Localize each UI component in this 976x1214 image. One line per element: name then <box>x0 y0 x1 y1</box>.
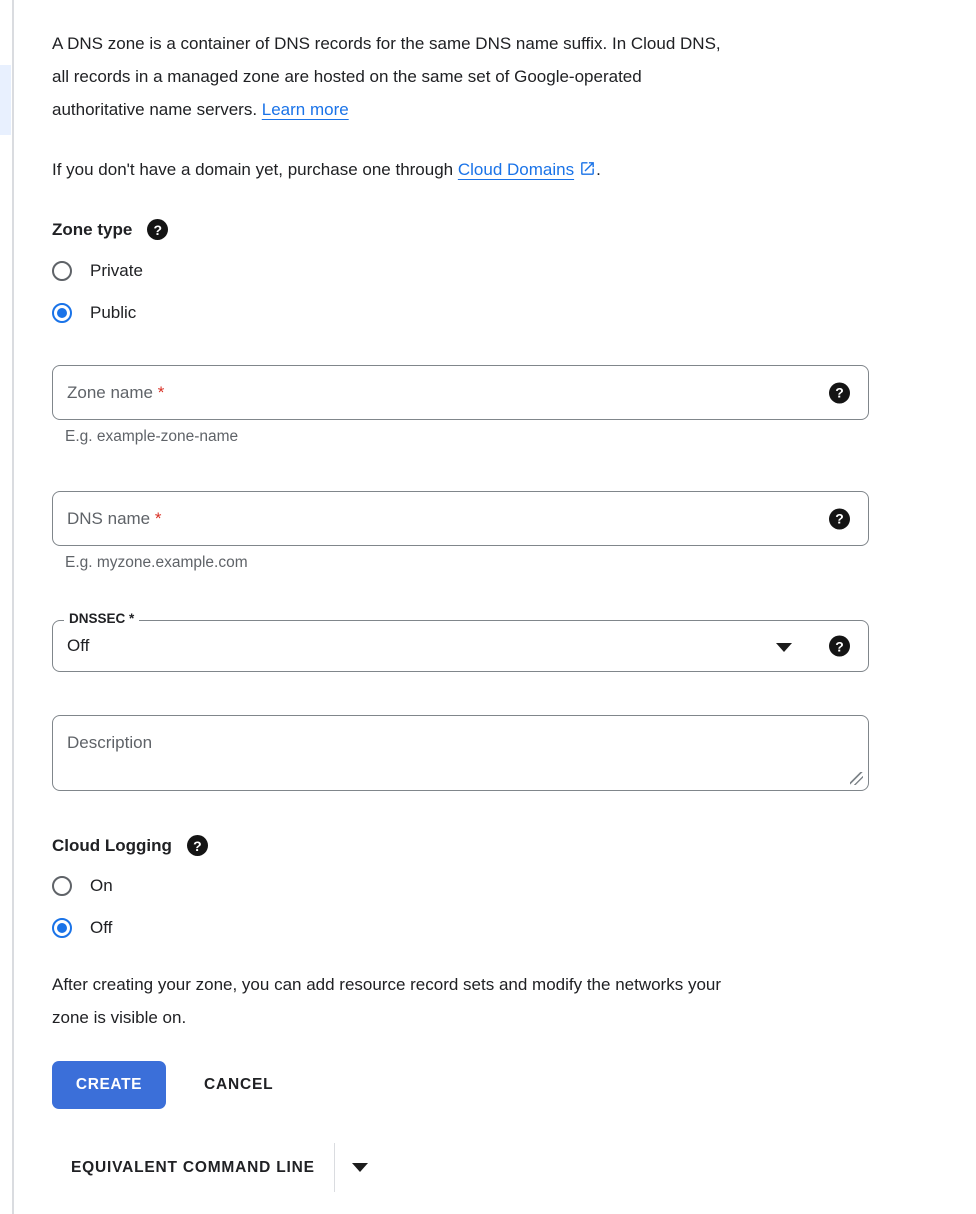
dnssec-select[interactable] <box>52 611 869 672</box>
domain-note-text: If you don't have a domain yet, purchase one through <box>52 160 458 179</box>
footer-note-line-2: zone is visible on. <box>52 1008 187 1027</box>
intro-paragraph <box>52 27 721 126</box>
cancel-button[interactable]: CANCEL <box>204 1061 273 1109</box>
cloud-logging-on-label: On <box>90 876 113 895</box>
learn-more-link[interactable]: Learn more <box>261 100 349 119</box>
create-button[interactable]: CREATE <box>52 1061 166 1109</box>
zone-type-help-icon[interactable] <box>147 219 168 240</box>
cloud-logging-on-option[interactable] <box>52 875 113 897</box>
description-textarea[interactable] <box>53 716 868 790</box>
radio-unselected-icon[interactable] <box>52 876 72 896</box>
zone-name-help-icon[interactable] <box>829 382 850 403</box>
radio-selected-icon[interactable] <box>52 918 72 938</box>
equivalent-command-line-label: EQUIVALENT COMMAND LINE <box>71 1158 315 1176</box>
dnssec-selected-value: Off <box>67 636 90 655</box>
cloud-domains-link[interactable]: Cloud Domains <box>457 160 575 179</box>
zone-name-input[interactable] <box>53 366 868 419</box>
intro-line-3 <box>52 93 721 126</box>
zone-type-private-option[interactable] <box>52 260 143 282</box>
zone-type-public-option[interactable] <box>52 302 136 324</box>
radio-unselected-icon[interactable] <box>52 261 72 281</box>
zone-name-helper-text: E.g. example-zone-name <box>65 428 239 445</box>
dns-name-helper-text: E.g. myzone.example.com <box>65 554 248 571</box>
zone-type-public-label: Public <box>90 303 137 322</box>
zone-type-private-label: Private <box>90 261 143 280</box>
description-field[interactable] <box>52 715 869 791</box>
command-line-caret-icon[interactable] <box>352 1163 368 1172</box>
sidebar-selected-edge <box>0 65 11 135</box>
zone-name-field[interactable] <box>52 365 869 420</box>
resize-handle-icon[interactable] <box>850 772 863 785</box>
radio-selected-icon[interactable] <box>52 303 72 323</box>
external-link-icon <box>579 160 596 177</box>
intro-line-1: A DNS zone is a container of DNS records for the same DNS name suffix. In Cloud DNS, <box>52 34 721 53</box>
command-line-divider <box>334 1143 335 1192</box>
zone-type-label: Zone type <box>52 219 133 239</box>
dns-name-help-icon[interactable] <box>829 508 850 529</box>
dns-name-field[interactable] <box>52 491 869 546</box>
dropdown-caret-icon[interactable] <box>776 643 792 652</box>
footer-note-line-1: After creating your zone, you can add resource record sets and modify the networks your <box>52 975 722 994</box>
zone-type-section <box>52 213 168 246</box>
intro-line-2: all records in a managed zone are hosted on the same set of Google-operated <box>52 67 642 86</box>
cloud-logging-section <box>52 829 208 862</box>
intro-line-3-text: authoritative name servers. <box>52 100 262 119</box>
zone-name-field-label: Zone name * <box>67 382 165 402</box>
cloud-logging-off-label: Off <box>90 918 113 937</box>
dns-name-field-label: DNS name * <box>67 508 162 528</box>
cloud-logging-label: Cloud Logging <box>52 835 172 855</box>
domain-note-paragraph <box>52 153 601 186</box>
cloud-logging-help-icon[interactable] <box>187 835 208 856</box>
required-marker: * <box>157 382 165 402</box>
panel-divider <box>12 0 14 1214</box>
footer-note <box>52 968 721 1034</box>
dnssec-label: DNSSEC * <box>64 611 139 626</box>
dnssec-help-icon[interactable] <box>829 636 850 657</box>
domain-note-period: . <box>596 160 601 179</box>
dns-name-input[interactable] <box>53 492 868 545</box>
required-marker: * <box>154 508 162 528</box>
equivalent-command-line-button[interactable] <box>71 1143 368 1192</box>
cloud-logging-off-option[interactable] <box>52 917 112 939</box>
